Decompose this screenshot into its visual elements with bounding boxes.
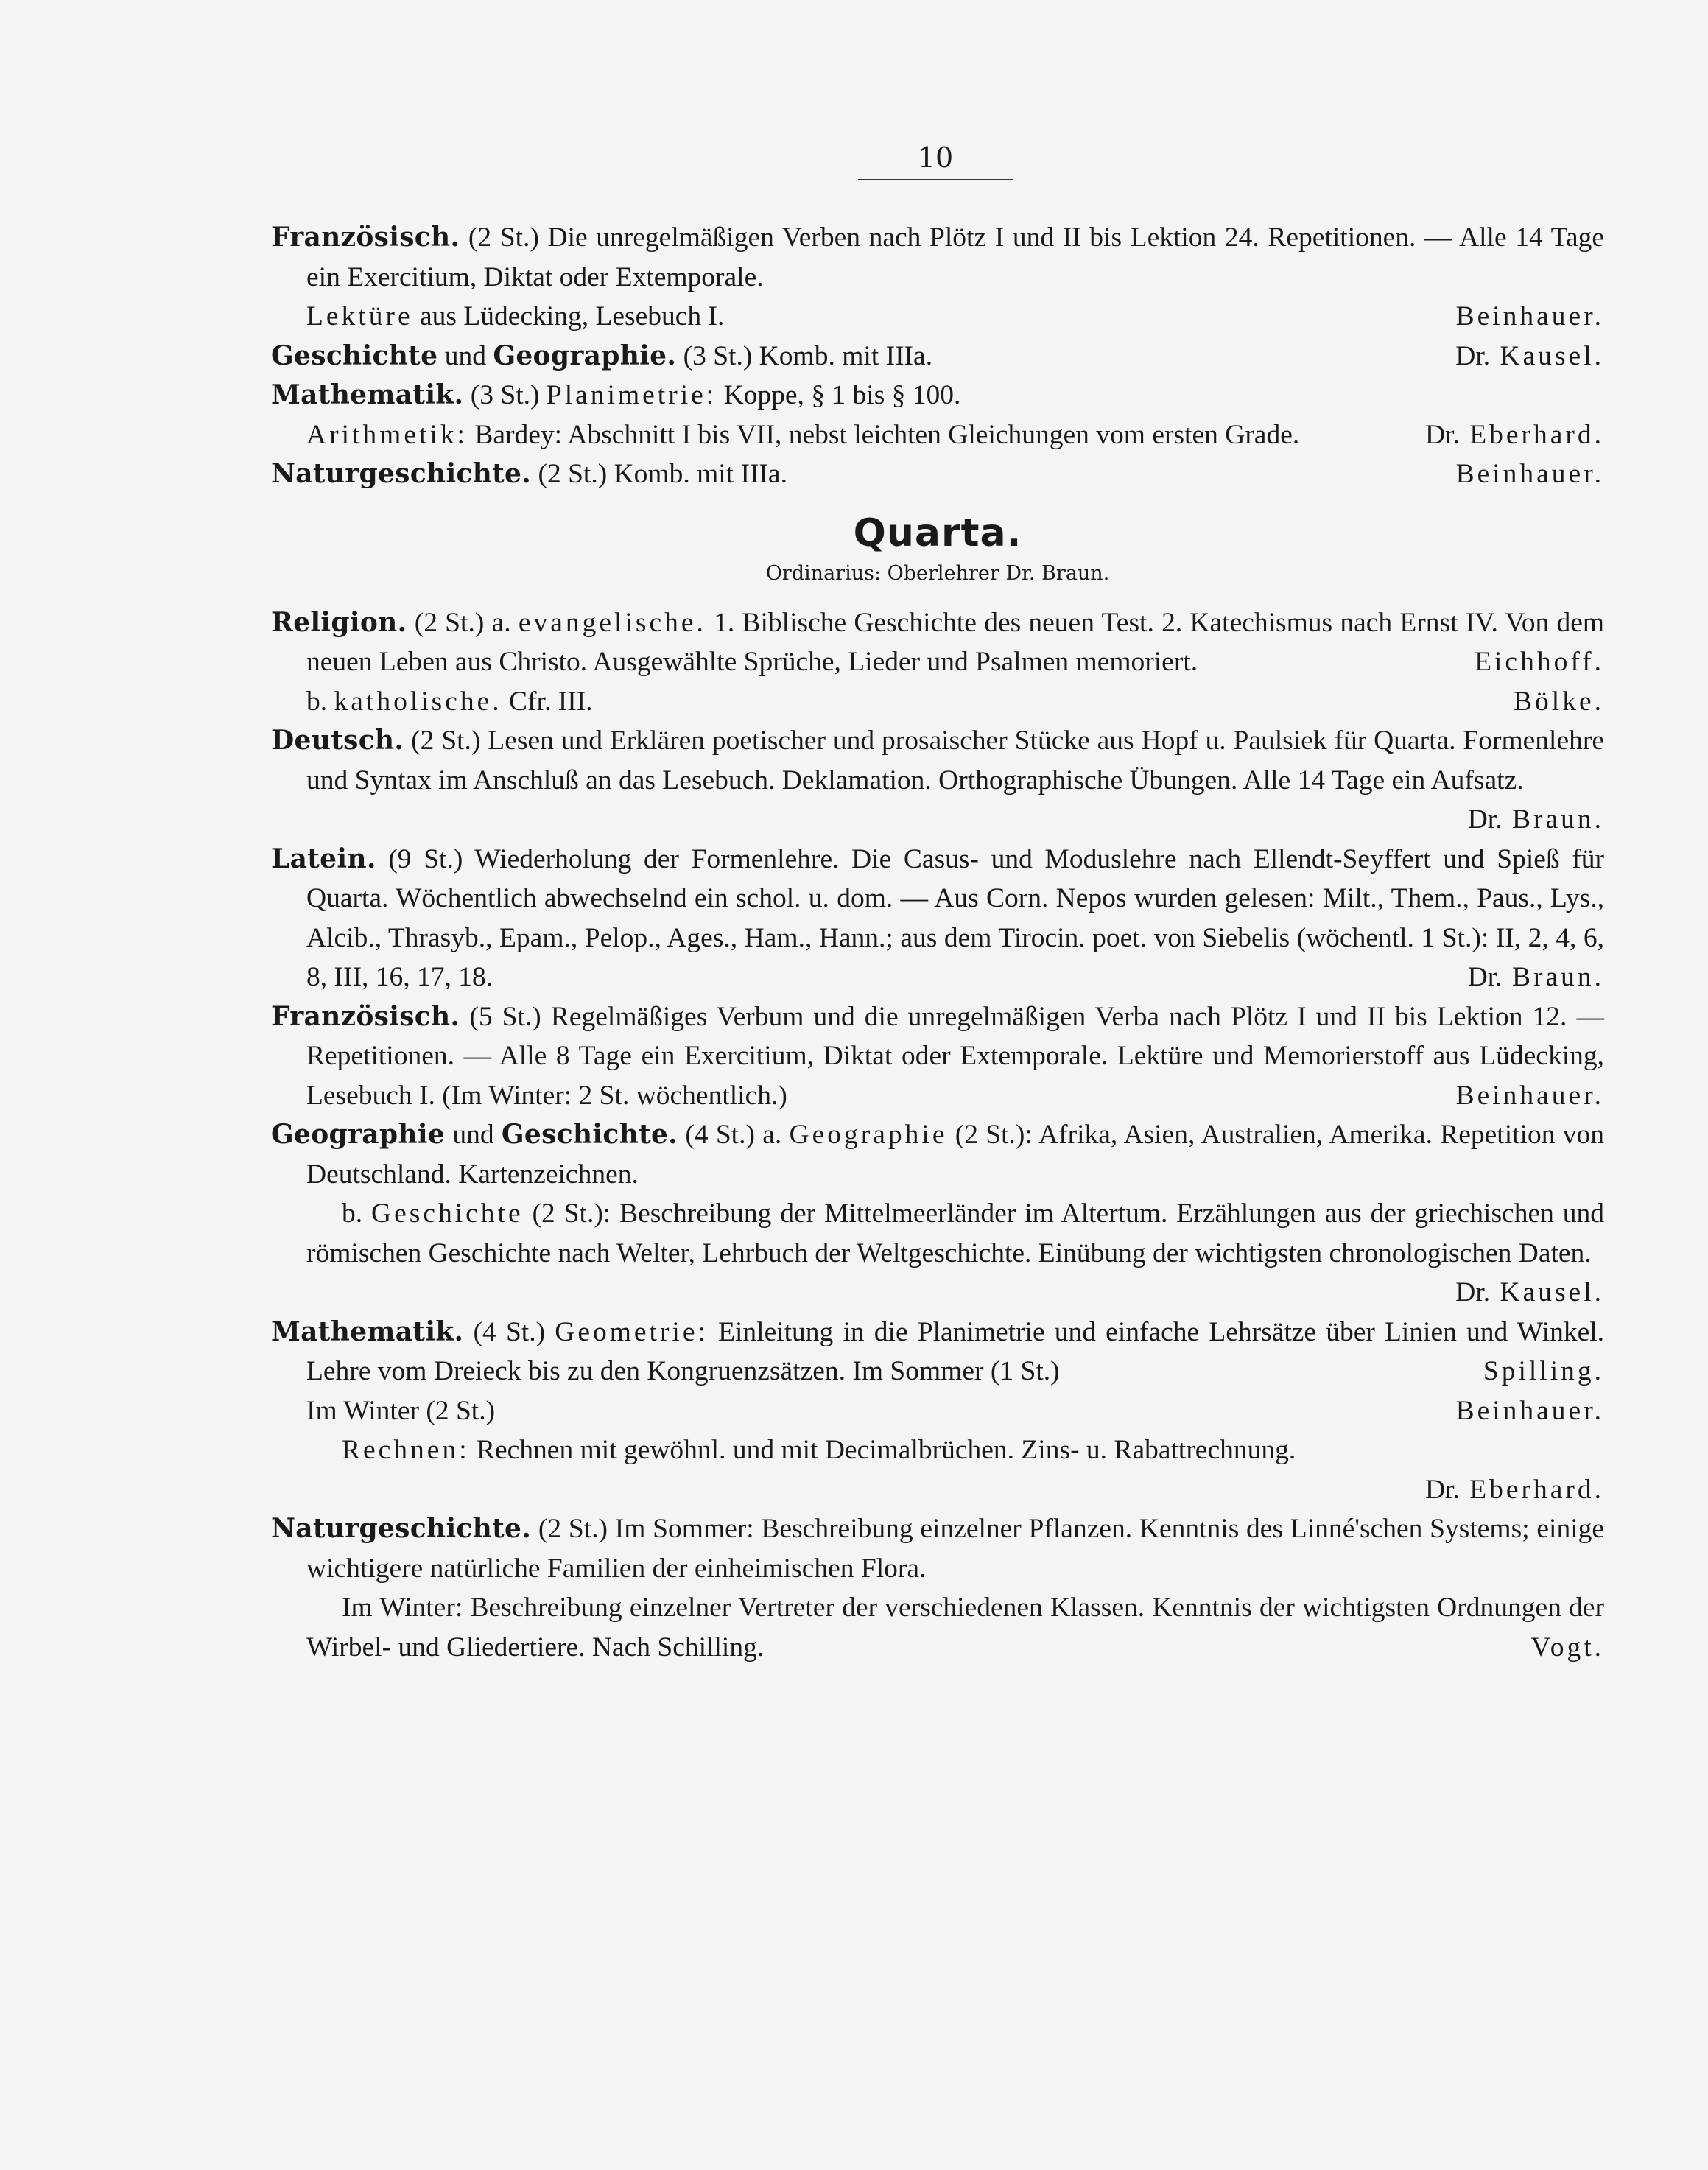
entry-text: Im Winter: Beschreibung einzelner Vertreter der verschiedenen Klassen. Kenntnis der wichtigsten Ordnungen der Wirbel- und Gliedertiere. Nach Schilling. <box>306 1593 1604 1662</box>
section-title: Quarta. <box>853 510 1022 555</box>
entry-text: Einleitung in die Planimetrie und einfache Lehrsätze über Linien und Winkel. Lehre vom Dreieck bis zu den Kongruenzsätzen. Im Sommer (1 St.) <box>306 1316 1605 1386</box>
subject-heading: Geographie <box>271 1119 446 1150</box>
entry-text: (2 St.) Lesen und Erklären poetischer und prosaischer Stücke aus Hopf u. Paulsiek für Quarta. Formenlehre und Syntax im Anschluß an das Lesebuch. Deklamation. Orthographische Übungen. Alle 14 Tage ein Aufsatz. <box>306 726 1605 796</box>
entry-text: (2 St.) Komb. mit IIIa. <box>538 459 787 489</box>
entry-text: (4 St.) <box>473 1316 546 1347</box>
entry-text: Rechnen mit gewöhnl. und mit Decimalbrüchen. Zins- u. Rabattrechnung. <box>477 1435 1296 1465</box>
entry-text: (4 St.) a. <box>685 1120 782 1150</box>
entry-franzoesisch <box>271 997 1604 1116</box>
teacher-name: Beinhauer. <box>1455 301 1604 331</box>
entry-line <box>271 1470 1604 1510</box>
label-spaced: Rechnen: <box>342 1435 470 1465</box>
subject-heading: Mathematik. <box>271 379 464 410</box>
entry-religion <box>271 603 1604 682</box>
teacher-name: Vogt. <box>1530 1632 1604 1662</box>
entry-text: Bardey: Abschnitt I bis VII, nebst leichten Gleichungen vom ersten Grade. <box>474 419 1300 450</box>
subject-heading: Religion. <box>271 606 407 638</box>
teacher-title: Dr. <box>1467 962 1503 992</box>
entry-text: Cfr. III. <box>509 686 593 717</box>
subject-heading: Geschichte <box>271 340 438 371</box>
teacher-surname: Eberhard. <box>1469 419 1604 450</box>
entry-latein <box>271 840 1604 997</box>
page-number: 10 <box>917 141 954 174</box>
teacher-surname: Kausel. <box>1500 1277 1604 1307</box>
entry-text: (2 St.) a. <box>414 607 511 638</box>
entry-text: Koppe, § 1 bis § 100. <box>723 380 961 410</box>
teacher-name <box>1410 1470 1604 1510</box>
subject-heading: Deutsch. <box>271 725 404 756</box>
entry-deutsch <box>271 721 1604 840</box>
entry-naturgeschichte <box>271 1509 1604 1588</box>
label-spaced: Geschichte <box>371 1198 524 1229</box>
teacher-name: Bölke. <box>1514 686 1604 717</box>
entry-geschichte-geographie <box>271 337 1604 376</box>
teacher-name <box>1453 800 1604 840</box>
entry-line <box>271 682 1604 722</box>
page-content <box>271 218 1604 1667</box>
entry-line <box>271 415 1604 455</box>
teacher-surname: Eberhard. <box>1469 1474 1604 1505</box>
entry-text: (2 St.) Die unregelmäßigen Verben nach Plötz I und II bis Lektion 24. Repetitionen. — Alle 14 Tage ein Exercitium, Diktat oder Extemporale. <box>306 222 1605 292</box>
entry-mathematik <box>271 1313 1604 1391</box>
entry-text: b. <box>342 1198 363 1229</box>
entry-line <box>271 1588 1604 1667</box>
teacher-name <box>1441 337 1604 376</box>
subject-heading: Naturgeschichte. <box>271 1513 532 1544</box>
label-spaced: Planimetrie: <box>546 380 717 410</box>
label-spaced: Geometrie: <box>555 1316 709 1347</box>
entry-franzoesisch-tertia <box>271 218 1604 297</box>
subject-heading: Französisch. <box>271 1000 460 1032</box>
ordinarius-line: Ordinarius: Oberlehrer Dr. Braun. <box>765 561 1110 585</box>
label-spaced: Geographie <box>789 1120 948 1150</box>
connector: und <box>452 1120 494 1150</box>
teacher-name: Eichhoff. <box>1475 647 1604 677</box>
teacher-title: Dr. <box>1455 340 1491 371</box>
teacher-name: Beinhauer. <box>1455 1395 1604 1426</box>
label-spaced: Lektüre <box>306 301 413 331</box>
teacher-name <box>1453 958 1604 997</box>
label-spaced: evangelische. <box>518 607 706 638</box>
entry-text: (2 St.): Beschreibung der Mittelmeerländer im Altertum. Erzählungen aus der griechischen und römischen Geschichte nach Welter, Lehrbuch der Weltgeschichte. Einübung der wichtigsten chronologischen Daten. <box>306 1198 1605 1268</box>
teacher-name <box>1410 415 1604 455</box>
entry-line <box>271 1430 1604 1470</box>
entry-text: 1. Biblische Geschichte des neuen Test. 2. Katechismus nach Ernst IV. Von dem neuen Leben aus Christo. Ausgewählte Sprüche, Lieder und Psalmen memoriert. <box>306 607 1605 677</box>
teacher-title: Dr. <box>1467 804 1503 835</box>
subject-heading: Französisch. <box>271 222 460 253</box>
subject-heading: Naturgeschichte. <box>271 458 532 489</box>
entry-text: (5 St.) Regelmäßiges Verbum und die unregelmäßigen Verba nach Plötz I und II bis Lektion 12. — Repetitionen. — Alle 8 Tage ein Exercitium, Diktat oder Extemporale. Lektüre und Memorierstoff aus Lüdecking, Lesebuch I. (Im Winter: 2 St. wöchentlich.) <box>306 1001 1604 1111</box>
entry-text: (2 St.): Afrika, Asien, Australien, Amerika. Repetition von Deutschland. Kartenzeichnen. <box>306 1120 1604 1190</box>
connector: und <box>444 340 486 371</box>
entry-mathematik-tertia <box>271 376 1604 415</box>
entry-text: (2 St.) Im Sommer: Beschreibung einzelner Pflanzen. Kenntnis des Linné'schen Systems; einige wichtigere natürliche Familien der einheimischen Flora. <box>306 1514 1605 1584</box>
teacher-title: Dr. <box>1424 1474 1460 1505</box>
teacher-title: Dr. <box>1424 419 1460 450</box>
subject-heading: Geographie. <box>493 340 677 371</box>
teacher-name: Beinhauer. <box>1455 459 1604 489</box>
teacher-title: Dr. <box>1455 1277 1491 1307</box>
entry-geographie-geschichte <box>271 1115 1604 1194</box>
entry-text: (9 St.) Wiederholung der Formenlehre. Die Casus- und Moduslehre nach Ellendt-Seyffert und Spieß für Quarta. Wöchentlich abwechselnd ein schol. u. dom. — Aus Corn. Nepos wurden gelesen: Milt., Them., Paus., Lys., Alcib., Thrasyb., Epam., Pelop., Ages., Ham., Hann.; aus dem Tirocin. poet. von Siebelis (wöchentl. 1 St.): II, 2, 4, 6, 8, III, 16, 17, 18. <box>306 843 1605 992</box>
teacher-surname: Kausel. <box>1500 340 1604 371</box>
entry-line <box>271 297 1604 337</box>
entry-text: (3 St.) <box>470 380 540 410</box>
label-spaced: Arithmetik: <box>306 419 468 450</box>
subject-heading: Mathematik. <box>271 1316 464 1347</box>
label-spaced: katholische. <box>334 686 502 717</box>
subject-heading: Latein. <box>271 843 376 874</box>
entry-line <box>271 1391 1604 1431</box>
teacher-surname: Braun. <box>1511 962 1604 992</box>
teacher-name: Beinhauer. <box>1455 1080 1604 1111</box>
entry-text: aus Lüdecking, Lesebuch I. <box>419 301 725 331</box>
entry-line <box>271 1194 1604 1313</box>
teacher-name: Spilling. <box>1483 1356 1604 1386</box>
entry-text: Im Winter (2 St.) <box>306 1395 496 1426</box>
entry-text: b. <box>306 686 328 717</box>
teacher-name <box>1441 1273 1604 1313</box>
page-number-rule <box>858 179 1013 180</box>
entry-naturgeschichte-tertia <box>271 454 1604 494</box>
entry-text: (3 St.) Komb. mit IIIa. <box>683 340 933 371</box>
teacher-surname: Braun. <box>1511 804 1604 835</box>
subject-heading: Geschichte. <box>501 1119 678 1150</box>
